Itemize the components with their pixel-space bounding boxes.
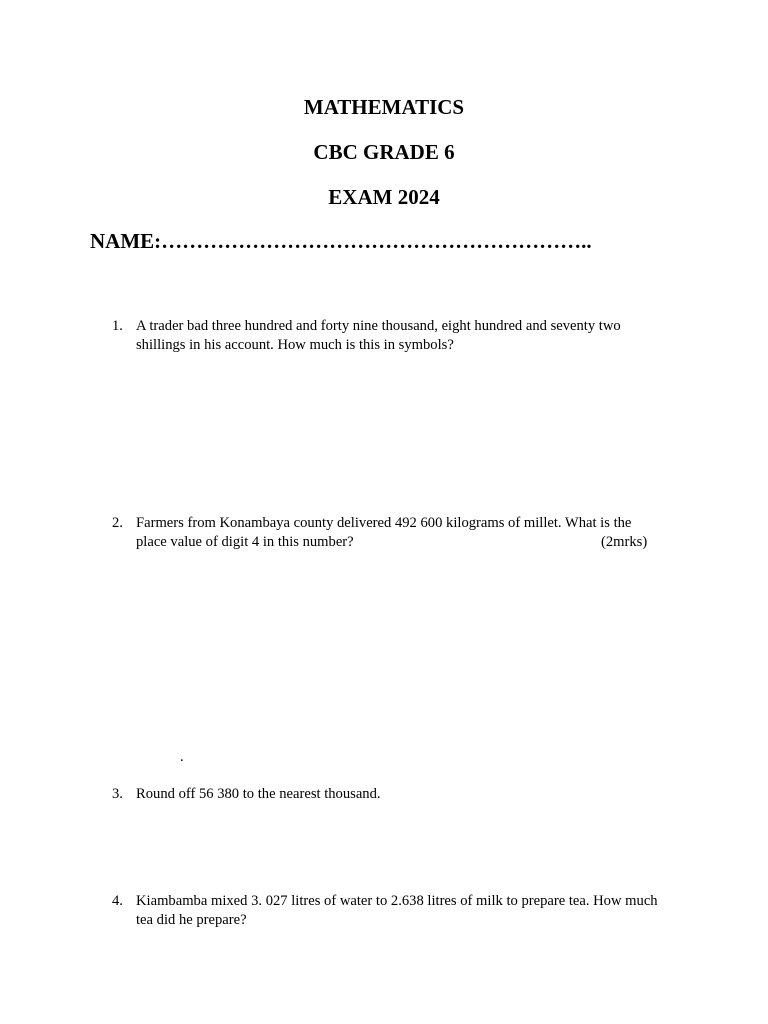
question-line: A trader bad three hundred and forty nine thousand, eight hundred and seventy two: [136, 318, 621, 334]
question-1: [112, 317, 682, 355]
subject-title: MATHEMATICS: [303, 95, 465, 119]
question-line: Kiambamba mixed 3. 027 litres of water to 2.638 litres of milk to prepare tea. How much: [136, 893, 658, 909]
grade-title: CBC GRADE 6: [313, 140, 455, 164]
question-line: place value of digit 4 in this number?: [136, 534, 354, 550]
question-number: 2.: [112, 515, 123, 531]
question-4: [112, 892, 682, 930]
question-text: [136, 785, 682, 804]
question-line: Farmers from Konambaya county delivered 492 600 kilograms of millet. What is the: [136, 515, 632, 531]
exam-title: EXAM 2024: [328, 185, 440, 209]
question-number: 4.: [112, 893, 123, 909]
stray-mark: .: [180, 749, 184, 765]
question-text: [136, 892, 682, 930]
question-line: Round off 56 380 to the nearest thousand.: [136, 786, 381, 802]
question-line: tea did he prepare?: [136, 912, 247, 928]
question-2: [112, 514, 682, 552]
question-2-marks: (2mrks): [601, 534, 648, 550]
question-number: 3.: [112, 786, 123, 802]
question-3: [112, 785, 682, 804]
question-number: 1.: [112, 318, 123, 334]
question-line: shillings in his account. How much is this in symbols?: [136, 337, 454, 353]
name-field[interactable]: NAME:……………………………………………………..: [90, 229, 592, 253]
question-text: [136, 317, 682, 355]
